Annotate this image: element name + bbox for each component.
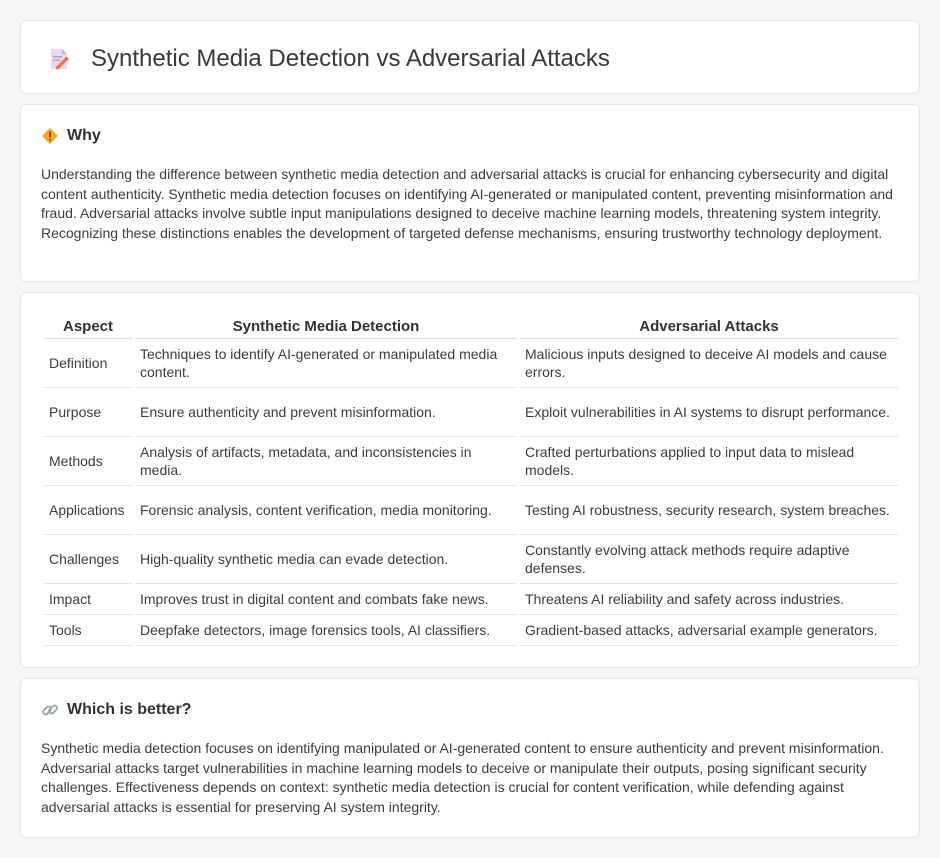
why-heading-text: Why	[67, 127, 101, 144]
cell-adversarial: Gradient-based attacks, adversarial example generators.	[520, 615, 898, 646]
cell-aspect: Tools	[44, 615, 132, 646]
table-row	[44, 584, 898, 615]
comparison-table	[41, 315, 901, 646]
table-row	[44, 535, 898, 584]
why-body: Understanding the difference between synthetic media detection and adversarial attacks is crucial for enhancing cybersecurity and digital content authenticity. Synthetic media detection focuses on identifying AI-generated or manipulated content, preventing misinformation and fraud. Adversarial attacks involve subtle input manipulations designed to deceive machine learning models, threatening system integrity. Recognizing these distinctions enables the development of targeted defense mechanisms, ensuring trustworthy technology deployment.	[41, 166, 893, 241]
cell-adversarial: Crafted perturbations applied to input data to mislead models.	[520, 437, 898, 486]
header-card	[20, 20, 920, 94]
cell-aspect: Purpose	[44, 388, 132, 437]
why-heading	[41, 127, 101, 145]
cell-synthetic: Deepfake detectors, image forensics tools, AI classifiers.	[135, 615, 517, 646]
cell-synthetic: Techniques to identify AI-generated or manipulated media content.	[135, 339, 517, 388]
cell-synthetic: Improves trust in digital content and combats fake news.	[135, 584, 517, 615]
header-aspect: Aspect	[44, 315, 132, 339]
header-synthetic-media-detection: Synthetic Media Detection	[135, 315, 517, 339]
document-edit-icon	[47, 47, 71, 71]
cell-aspect: Definition	[44, 339, 132, 388]
cell-adversarial: Constantly evolving attack methods require adaptive defenses.	[520, 535, 898, 584]
cell-aspect: Impact	[44, 584, 132, 615]
table-header-row	[44, 315, 898, 339]
page-title: Synthetic Media Detection vs Adversarial Attacks	[91, 45, 610, 72]
cell-adversarial: Exploit vulnerabilities in AI systems to disrupt performance.	[520, 388, 898, 437]
which-is-better-section	[20, 678, 920, 838]
cell-synthetic: Forensic analysis, content verification, media monitoring.	[135, 486, 517, 535]
diamond-warning-icon	[41, 127, 59, 145]
cell-adversarial: Testing AI robustness, security research, system breaches.	[520, 486, 898, 535]
cell-aspect: Challenges	[44, 535, 132, 584]
cell-aspect: Methods	[44, 437, 132, 486]
cell-aspect: Applications	[44, 486, 132, 535]
table-row	[44, 437, 898, 486]
cell-adversarial: Malicious inputs designed to deceive AI models and cause errors.	[520, 339, 898, 388]
table-row	[44, 339, 898, 388]
cell-synthetic: Ensure authenticity and prevent misinformation.	[135, 388, 517, 437]
why-section	[20, 104, 920, 282]
table-row	[44, 615, 898, 646]
better-heading-text: Which is better?	[67, 701, 192, 718]
table-row	[44, 486, 898, 535]
header-adversarial-attacks: Adversarial Attacks	[520, 315, 898, 339]
cell-synthetic: High-quality synthetic media can evade detection.	[135, 535, 517, 584]
comparison-section	[20, 292, 920, 668]
cell-synthetic: Analysis of artifacts, metadata, and inconsistencies in media.	[135, 437, 517, 486]
table-row	[44, 388, 898, 437]
better-body: Synthetic media detection focuses on identifying manipulated or AI-generated content to ensure authenticity and prevent misinformation. Adversarial attacks target vulnerabilities in machine learning models to deceive or manipulate their outputs, posing significant security challenges. Effectiveness depends on context: synthetic media detection is crucial for content verification, while defending against adversarial attacks is essential for preserving AI system integrity.	[41, 740, 884, 815]
better-heading	[41, 701, 191, 719]
link-icon	[41, 701, 59, 719]
cell-adversarial: Threatens AI reliability and safety across industries.	[520, 584, 898, 615]
